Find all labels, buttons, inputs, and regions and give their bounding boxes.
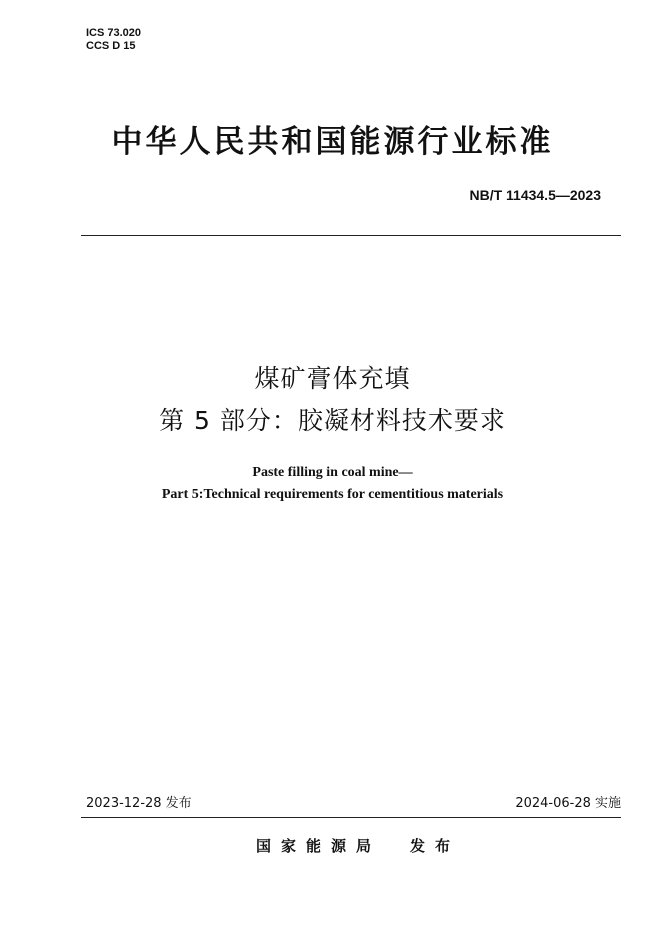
document-title-en-line2: Part 5:Technical requirements for cementitious materials	[161, 487, 504, 502]
ccs-code: CCS D 15	[86, 40, 136, 52]
bottom-divider	[81, 817, 621, 818]
publish-label: 发布	[410, 837, 461, 855]
document-title-cn-line1: 煤矿膏体充填	[254, 364, 411, 393]
document-title-en-line1: Paste filling in coal mine—	[252, 465, 413, 480]
ics-code: ICS 73.020	[86, 27, 142, 39]
top-divider	[81, 235, 621, 236]
document-title-cn-line2: 第 5 部分：胶凝材料技术要求	[159, 406, 506, 435]
implementation-date: 2024-06-28 实施	[515, 796, 621, 811]
publisher-name: 国家能源局	[256, 837, 382, 855]
standard-category-title: 中华人民共和国能源行业标准	[111, 124, 554, 160]
issue-date: 2023-12-28 发布	[86, 796, 192, 811]
standard-number: NB/T 11434.5—2023	[469, 187, 601, 203]
